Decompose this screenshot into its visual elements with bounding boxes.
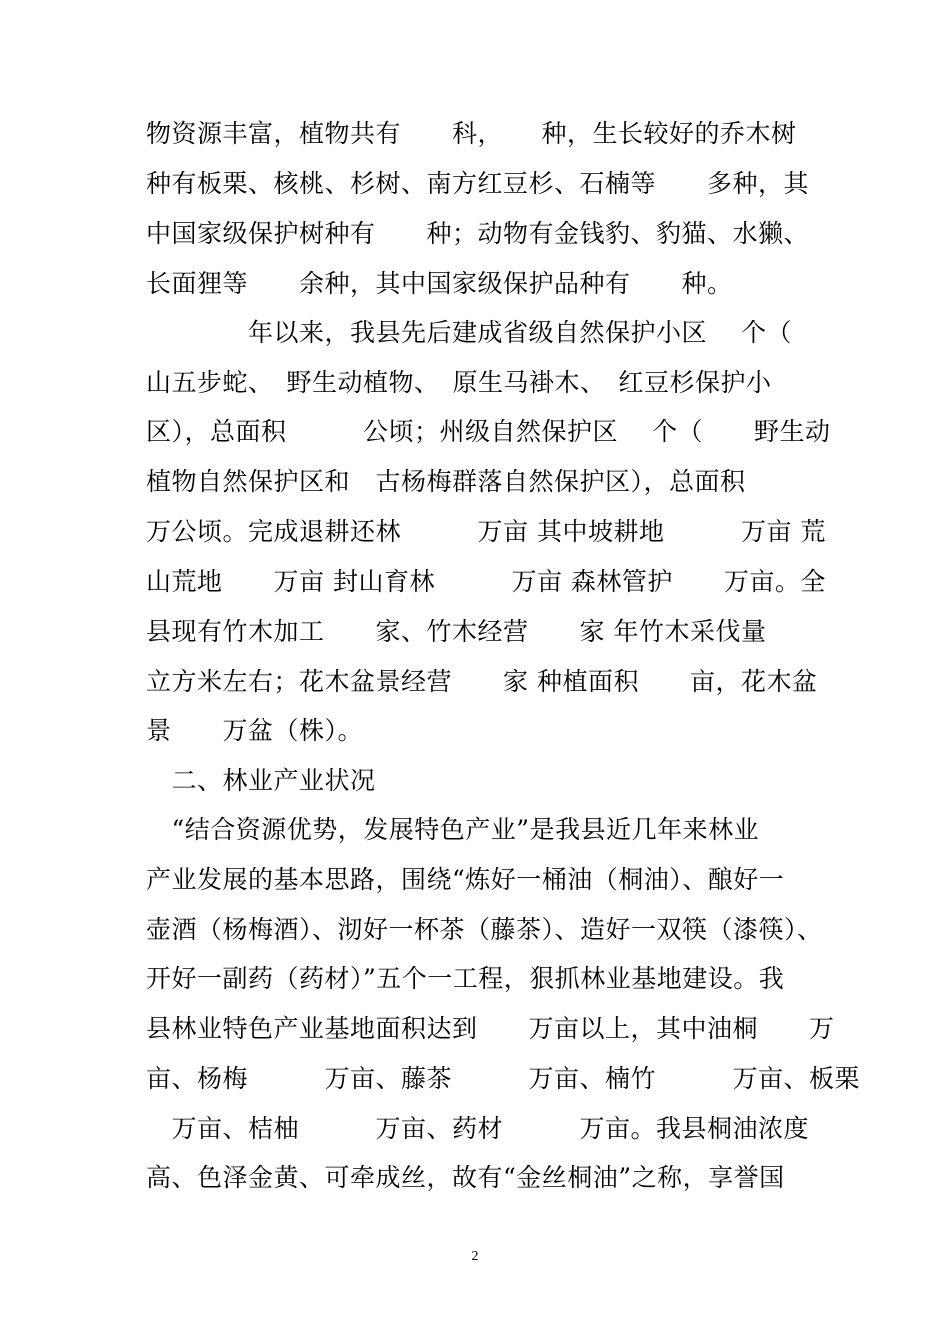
page-number: 2 bbox=[471, 1249, 479, 1264]
body-text-line: 种有板栗、核桃、杉树、南方红豆杉、石楠等 多种，其 bbox=[146, 169, 810, 198]
body-text-line: “结合资源优势，发展特色产业”是我县近几年来林业 bbox=[146, 815, 760, 844]
body-text-line: 中国家级保护树种有 种；动物有金钱豹、豹猫、水獭、 bbox=[146, 219, 810, 248]
body-text-line: 万公顷。完成退耕还林 万亩 其中坡耕地 万亩 荒 bbox=[146, 517, 826, 546]
body-text-line: 万亩、桔柚 万亩、药材 万亩。我县桐油浓度 bbox=[146, 1114, 810, 1143]
body-text-line: 山荒地 万亩 封山育林 万亩 森林管护 万亩。全 bbox=[146, 567, 826, 596]
body-text-line: 壶酒（杨梅酒）、沏好一杯茶（藤茶）、造好一双筷（漆筷）、 bbox=[146, 915, 823, 944]
body-text-line: 县林业特色产业基地面积达到 万亩以上，其中油桐 万 bbox=[146, 1014, 835, 1043]
body-text-line: 景 万盆（株）。 bbox=[146, 716, 364, 745]
body-text-line: 物资源丰富，植物共有 科， 种，生长较好的乔木树 bbox=[146, 119, 797, 148]
body-text-line: 区），总面积 公顷；州级自然保护区 个（ 野生动 bbox=[146, 417, 831, 446]
body-text-line: 高、色泽金黄、可牵成丝，故有“金丝桐油”之称，享誉国 bbox=[146, 1163, 785, 1192]
body-text-line: 年以来，我县先后建成省级自然保护小区 个（ bbox=[146, 318, 792, 347]
body-text-line: 植物自然保护区和 古杨梅群落自然保护区），总面积 bbox=[146, 467, 746, 496]
body-text-line: 立方米左右；花木盆景经营 家 种植面积 亩，花木盆 bbox=[146, 667, 818, 696]
body-text-line: 产业发展的基本思路，围绕“炼好一桶油（桐油）、酿好一 bbox=[146, 865, 785, 894]
body-text-line: 县现有竹木加工 家、竹木经营 家 年竹木采伐量 bbox=[146, 617, 767, 646]
body-text-line: 开好一副药（药材）”五个一工程，狠抓林业基地建设。我 bbox=[146, 964, 785, 993]
body-text-line: 亩、杨梅 万亩、藤茶 万亩、楠竹 万亩、板栗 bbox=[146, 1064, 861, 1093]
body-text-line: 山五步蛇、 野生动植物、 原生马褂木、 红豆杉保护小 bbox=[146, 368, 772, 397]
section-heading: 二、林业产业状况 bbox=[146, 766, 376, 795]
body-text-line: 长面狸等 余种，其中国家级保护品种有 种。 bbox=[146, 269, 733, 298]
